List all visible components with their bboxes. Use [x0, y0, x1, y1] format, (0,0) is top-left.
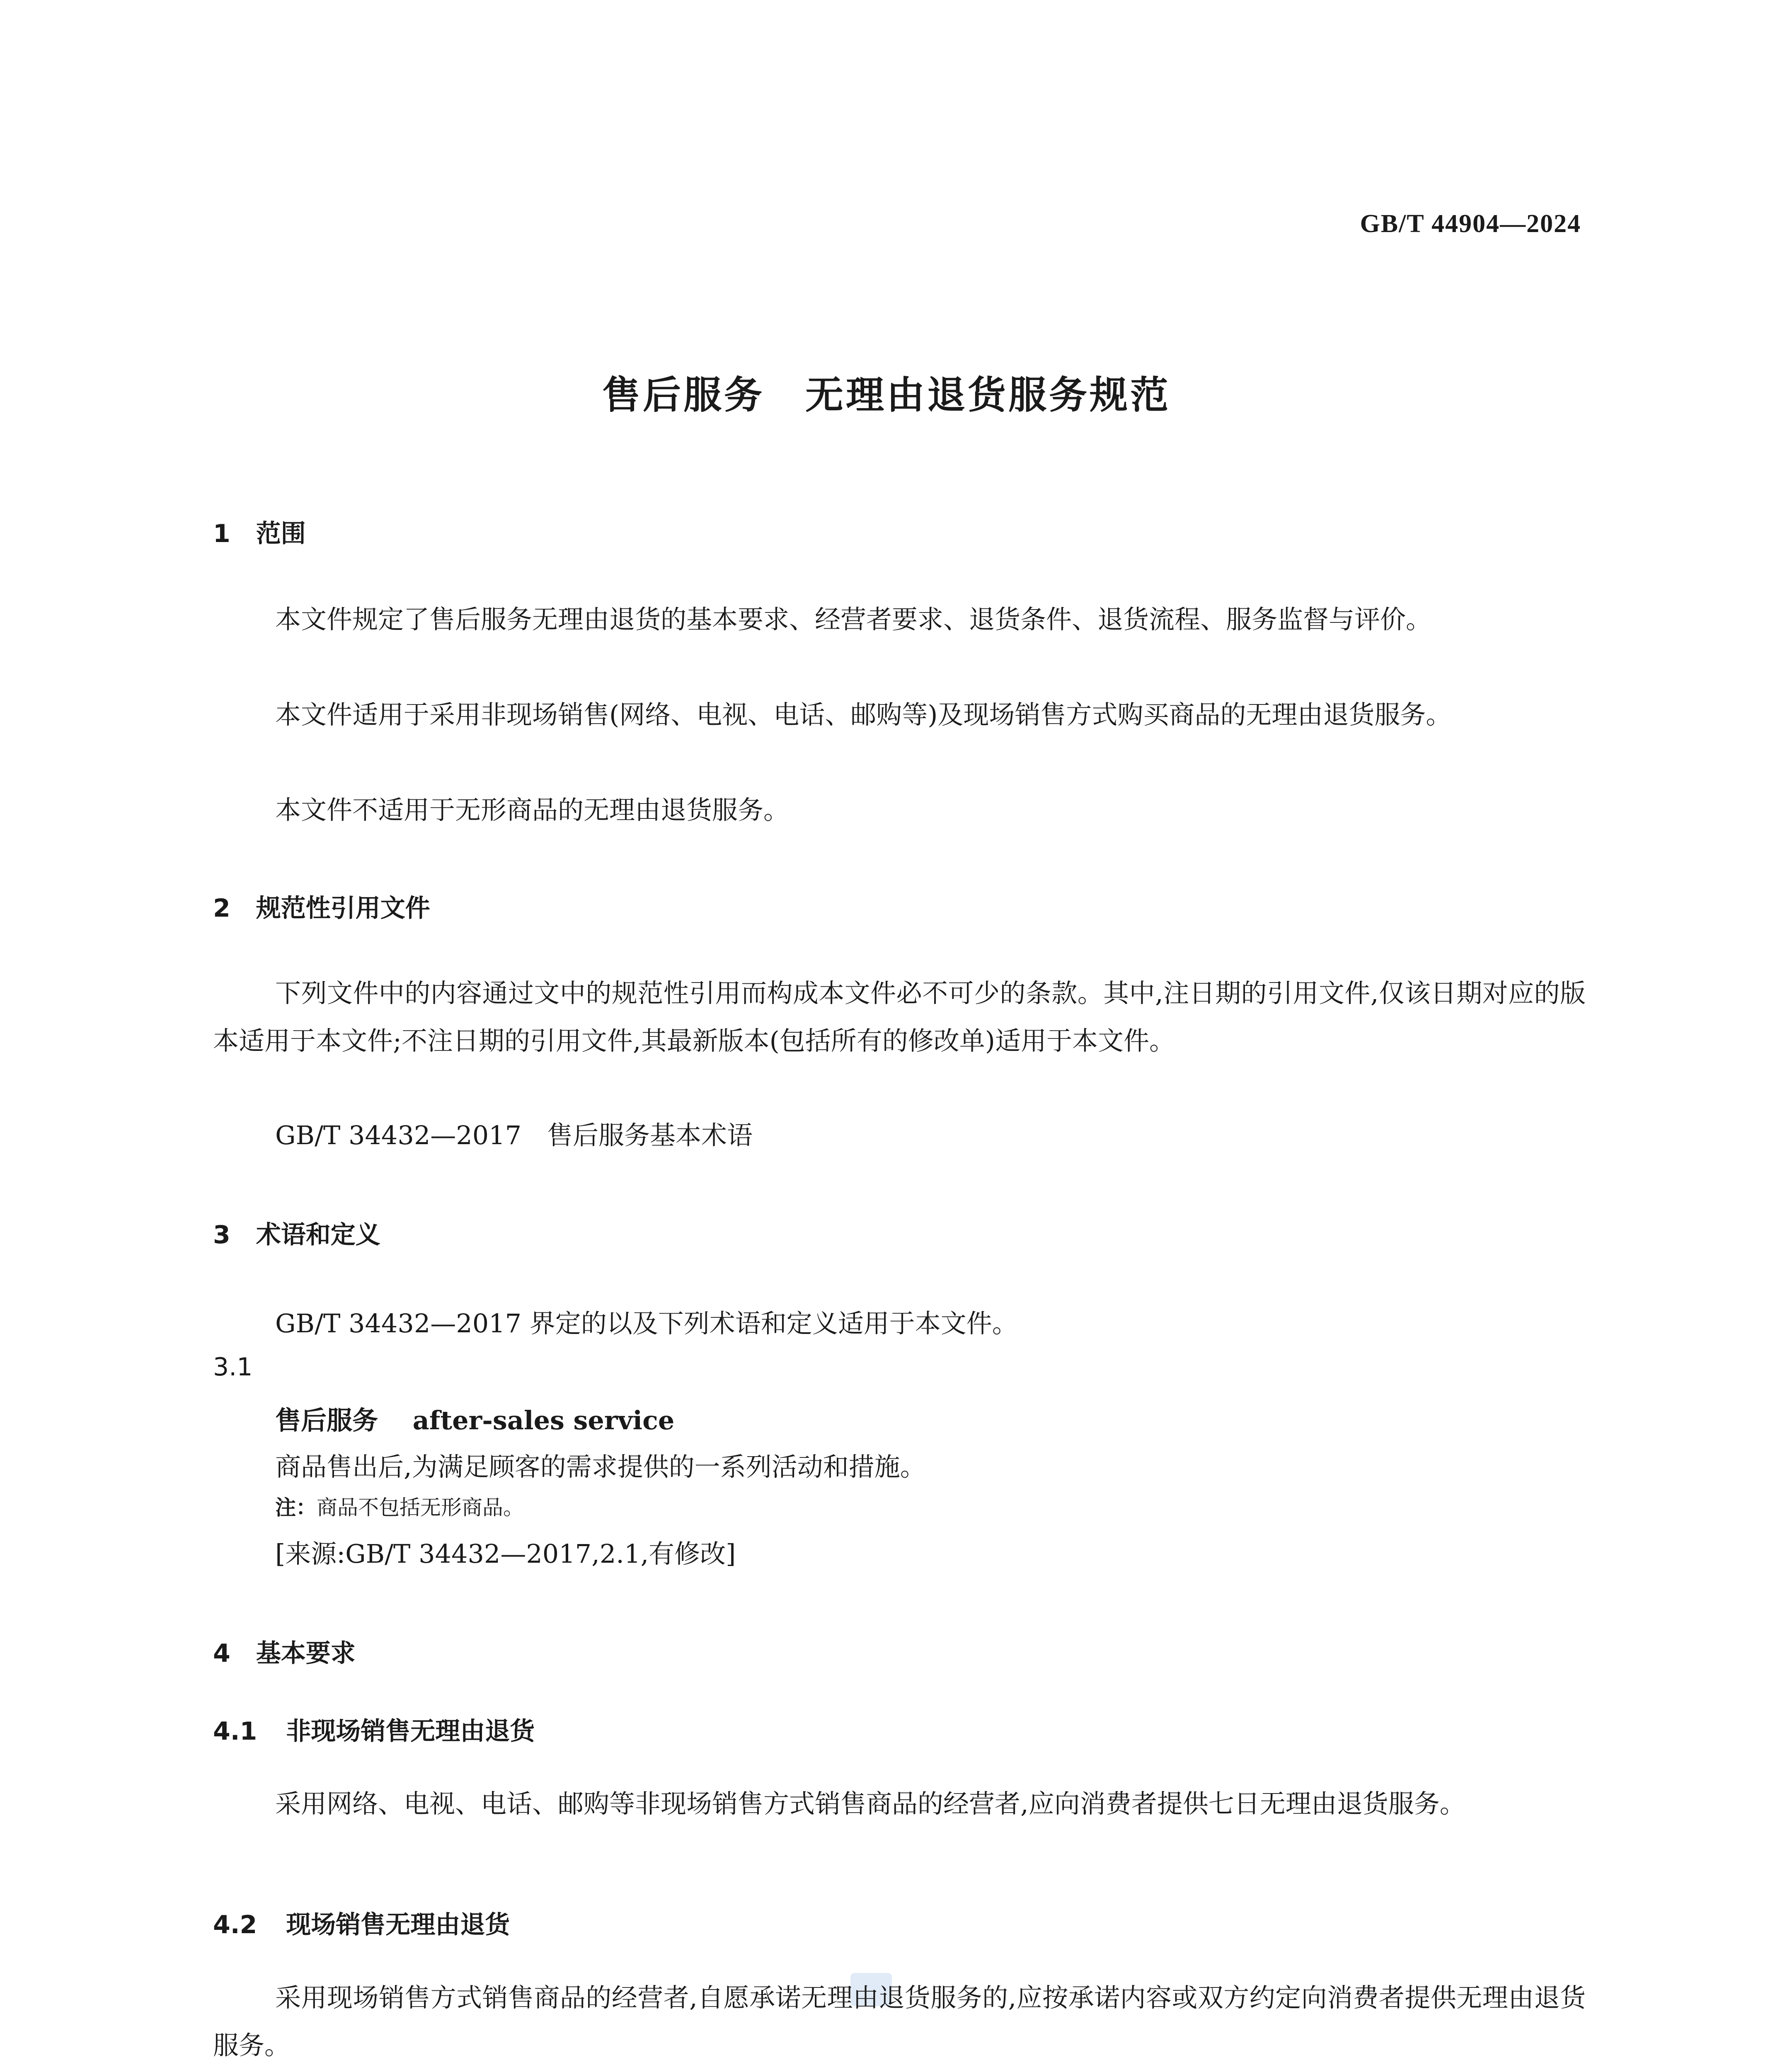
term-definition: 商品售出后,为满足顾客的需求提供的一系列活动和措施。: [275, 1452, 926, 1482]
term-zh: 售后服务: [275, 1405, 378, 1435]
document-title: 售后服务 无理由退货服务规范: [602, 373, 1171, 417]
standard-code: GB/T 44904—2024: [1360, 210, 1581, 238]
section-title: 现场销售无理由退货: [286, 1910, 510, 1939]
section-title: 术语和定义: [256, 1220, 380, 1249]
term-source: [来源:GB/T 34432—2017,2.1,有修改]: [275, 1539, 736, 1569]
section-title: 范围: [256, 519, 306, 548]
term-en: after-sales service: [412, 1405, 675, 1435]
section-1-heading: [213, 514, 306, 549]
paragraph: 本文件适用于采用非现场销售(网络、电视、电话、邮购等)及现场销售方式购买商品的无理由退货服务。: [275, 700, 1452, 730]
section-title: 规范性引用文件: [256, 894, 430, 923]
term-number: 3.1: [213, 1353, 253, 1382]
term-note: [275, 1491, 524, 1521]
section-number: 1: [213, 519, 230, 548]
section-number: 4.2: [213, 1910, 257, 1939]
section-number: 2: [213, 894, 230, 923]
section-title: 基本要求: [256, 1639, 356, 1668]
term-entry: [275, 1400, 674, 1437]
paragraph: GB/T 34432—2017 界定的以及下列术语和定义适用于本文件。: [275, 1308, 1018, 1339]
section-number: 3: [213, 1220, 230, 1249]
section-3-heading: [213, 1215, 380, 1251]
paragraph: 本文件规定了售后服务无理由退货的基本要求、经营者要求、退货条件、退货流程、服务监督与评价。: [275, 604, 1432, 634]
paragraph: 下列文件中的内容通过文中的规范性引用而构成本文件必不可少的条款。其中,注日期的引用文件,仅该日期对应的版本适用于本文件;不注日期的引用文件,其最新版本(包括所有的修改单)适用于本文件。: [213, 978, 1586, 1056]
section-title: 非现场销售无理由退货: [286, 1717, 535, 1746]
paragraph: 采用网络、电视、电话、邮购等非现场销售方式销售商品的经营者,应向消费者提供七日无理由退货服务。: [275, 1789, 1465, 1819]
paragraph: 采用现场销售方式销售商品的经营者,自愿承诺无理由退货服务的,应按承诺内容或双方约定向消费者提供无理由退货服务。: [213, 1982, 1586, 2060]
note-text: 商品不包括无形商品。: [317, 1496, 524, 1520]
note-label: 注：: [275, 1496, 317, 1520]
paragraph: 本文件不适用于无形商品的无理由退货服务。: [275, 795, 790, 825]
section-4-heading: [213, 1634, 356, 1669]
section-number: 4: [213, 1639, 230, 1668]
subsection-4-2-heading: [213, 1905, 510, 1941]
subsection-4-1-heading: [213, 1711, 535, 1747]
normative-reference: GB/T 34432—2017 售后服务基本术语: [275, 1120, 753, 1150]
section-number: 4.1: [213, 1717, 257, 1746]
section-2-heading: [213, 888, 430, 924]
